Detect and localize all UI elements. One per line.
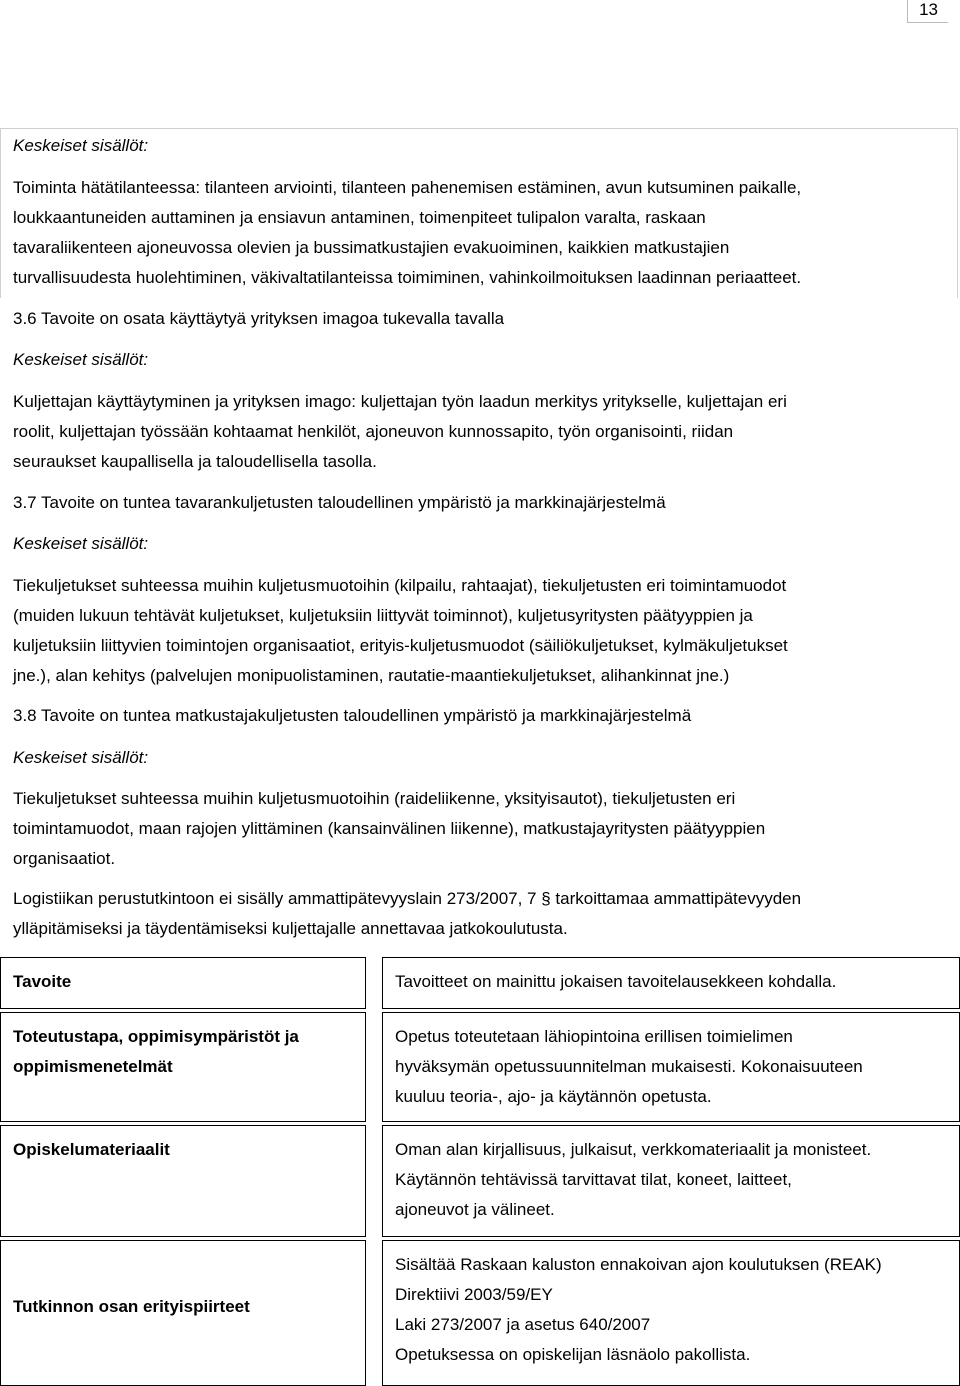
section37-line: (muiden lukuun tehtävät kuljetukset, kuljetuksiin liittyvät toiminnot), kuljetusyritysten päätyyppien ja: [13, 606, 753, 625]
section37-heading: Keskeiset sisällöt:: [13, 534, 149, 553]
logistics-note: [13, 884, 948, 944]
table-label-line: Tutkinnon osan erityispiirteet: [13, 1297, 250, 1316]
table-row-label: [0, 1012, 366, 1122]
section38-heading: Keskeiset sisällöt:: [13, 748, 149, 767]
logistics-note-line: Logistiikan perustutkintoon ei sisälly ammattipätevyyslain 273/2007, 7 § tarkoittamaa ammattipätevyyden: [13, 889, 802, 908]
block1-line: tavaraliikenteen ajoneuvossa olevien ja bussimatkustajien evakuoiminen, kaikkien matkustajien: [13, 238, 730, 257]
section37-paragraph: [13, 571, 948, 691]
table-value-line: Tavoitteet on mainittu jokaisen tavoitelausekkeen kohdalla.: [395, 972, 837, 991]
table-label-line: Toteutustapa, oppimisympäristöt ja: [13, 1027, 299, 1046]
block1-line: loukkaantuneiden auttaminen ja ensiavun antaminen, toimenpiteet tulipalon varalta, raskaan: [13, 208, 706, 227]
table-value-line: Oman alan kirjallisuus, julkaisut, verkkomateriaalit ja monisteet.: [395, 1140, 872, 1159]
section38-line: organisaatiot.: [13, 849, 116, 868]
table-row-value: [382, 957, 960, 1009]
block1-line: turvallisuudesta huolehtiminen, väkivaltatilanteissa toimiminen, vahinkoilmoituksen laadinnan periaatteet.: [13, 268, 802, 287]
table-row-label: [0, 1125, 366, 1237]
table-value-line: Opetus toteutetaan lähiopintoina erillisen toimielimen: [395, 1027, 793, 1046]
table-row-value: [382, 1012, 960, 1122]
table-value-line: Direktiivi 2003/59/EY: [395, 1285, 553, 1304]
table-value-line: kuuluu teoria-, ajo- ja käytännön opetusta.: [395, 1087, 712, 1106]
page-number-text: 13: [919, 0, 938, 19]
section36-line: Kuljettajan käyttäytyminen ja yrityksen imago: kuljettajan työn laadun merkitys yritykselle, kuljettajan eri: [13, 392, 787, 411]
table-row-value: [382, 1125, 960, 1237]
section37-line: kuljetuksiin liittyvien toimintojen organisaatiot, erityis-kuljetusmuodot (säiliökuljetukset, kylmäkuljetukset: [13, 636, 788, 655]
table-row-label: [0, 957, 366, 1009]
section36-title: 3.6 Tavoite on osata käyttäytyä yrityksen imagoa tukevalla tavalla: [13, 309, 505, 328]
section38-paragraph: [13, 784, 948, 874]
table-value-line: Käytännön tehtävissä tarvittavat tilat, koneet, laitteet,: [395, 1170, 792, 1189]
block1-line: Toiminta hätätilanteessa: tilanteen arviointi, tilanteen pahenemisen estäminen, avun kutsuminen paikalle,: [13, 178, 802, 197]
table-label-line: Tavoite: [13, 972, 72, 991]
section36-heading: Keskeiset sisällöt:: [13, 350, 149, 369]
table-label-line: oppimismenetelmät: [13, 1057, 173, 1076]
table-value-line: Laki 273/2007 ja asetus 640/2007: [395, 1315, 651, 1334]
section38-line: toimintamuodot, maan rajojen ylittäminen (kansainvälinen liikenne), matkustajayritysten päätyyppien: [13, 819, 766, 838]
table-label-line: Opiskelumateriaalit: [13, 1140, 170, 1159]
section37-line: jne.), alan kehitys (palvelujen monipuolistaminen, rautatie-maantiekuljetukset, alihankinnat jne.): [13, 666, 730, 685]
section37-line: Tiekuljetukset suhteessa muihin kuljetusmuotoihin (kilpailu, rahtaajat), tiekuljetusten eri toimintamuodot: [13, 576, 787, 595]
table-value-line: hyväksymän opetussuunnitelman mukaisesti. Kokonaisuuteen: [395, 1057, 863, 1076]
section36-paragraph: [13, 387, 948, 477]
block1-paragraph: [13, 173, 948, 293]
block1-heading: Keskeiset sisällöt:: [13, 136, 149, 155]
table-row-value: [382, 1240, 960, 1386]
section37-title: 3.7 Tavoite on tuntea tavarankuljetusten taloudellinen ympäristö ja markkinajärjestelmä: [13, 493, 666, 512]
section36-line: seuraukset kaupallisella ja taloudellisella tasolla.: [13, 452, 377, 471]
table-value-line: ajoneuvot ja välineet.: [395, 1200, 555, 1219]
section38-title: 3.8 Tavoite on tuntea matkustajakuljetusten taloudellinen ympäristö ja markkinajärjestelmä: [13, 706, 692, 725]
section36-line: roolit, kuljettajan työssään kohtaamat henkilöt, ajoneuvon kunnossapito, työn organisointi, riidan: [13, 422, 734, 441]
table-value-line: Opetuksessa on opiskelijan läsnäolo pakollista.: [395, 1345, 751, 1364]
table-row-label: [0, 1240, 366, 1386]
logistics-note-line: ylläpitämiseksi ja täydentämiseksi kuljettajalle annettavaa jatkokoulutusta.: [13, 919, 568, 938]
page-number: [907, 0, 948, 23]
table-value-line: Sisältää Raskaan kaluston ennakoivan ajon koulutuksen (REAK): [395, 1255, 882, 1274]
section38-line: Tiekuljetukset suhteessa muihin kuljetusmuotoihin (raideliikenne, yksityisautot), tiekuljetusten eri: [13, 789, 736, 808]
